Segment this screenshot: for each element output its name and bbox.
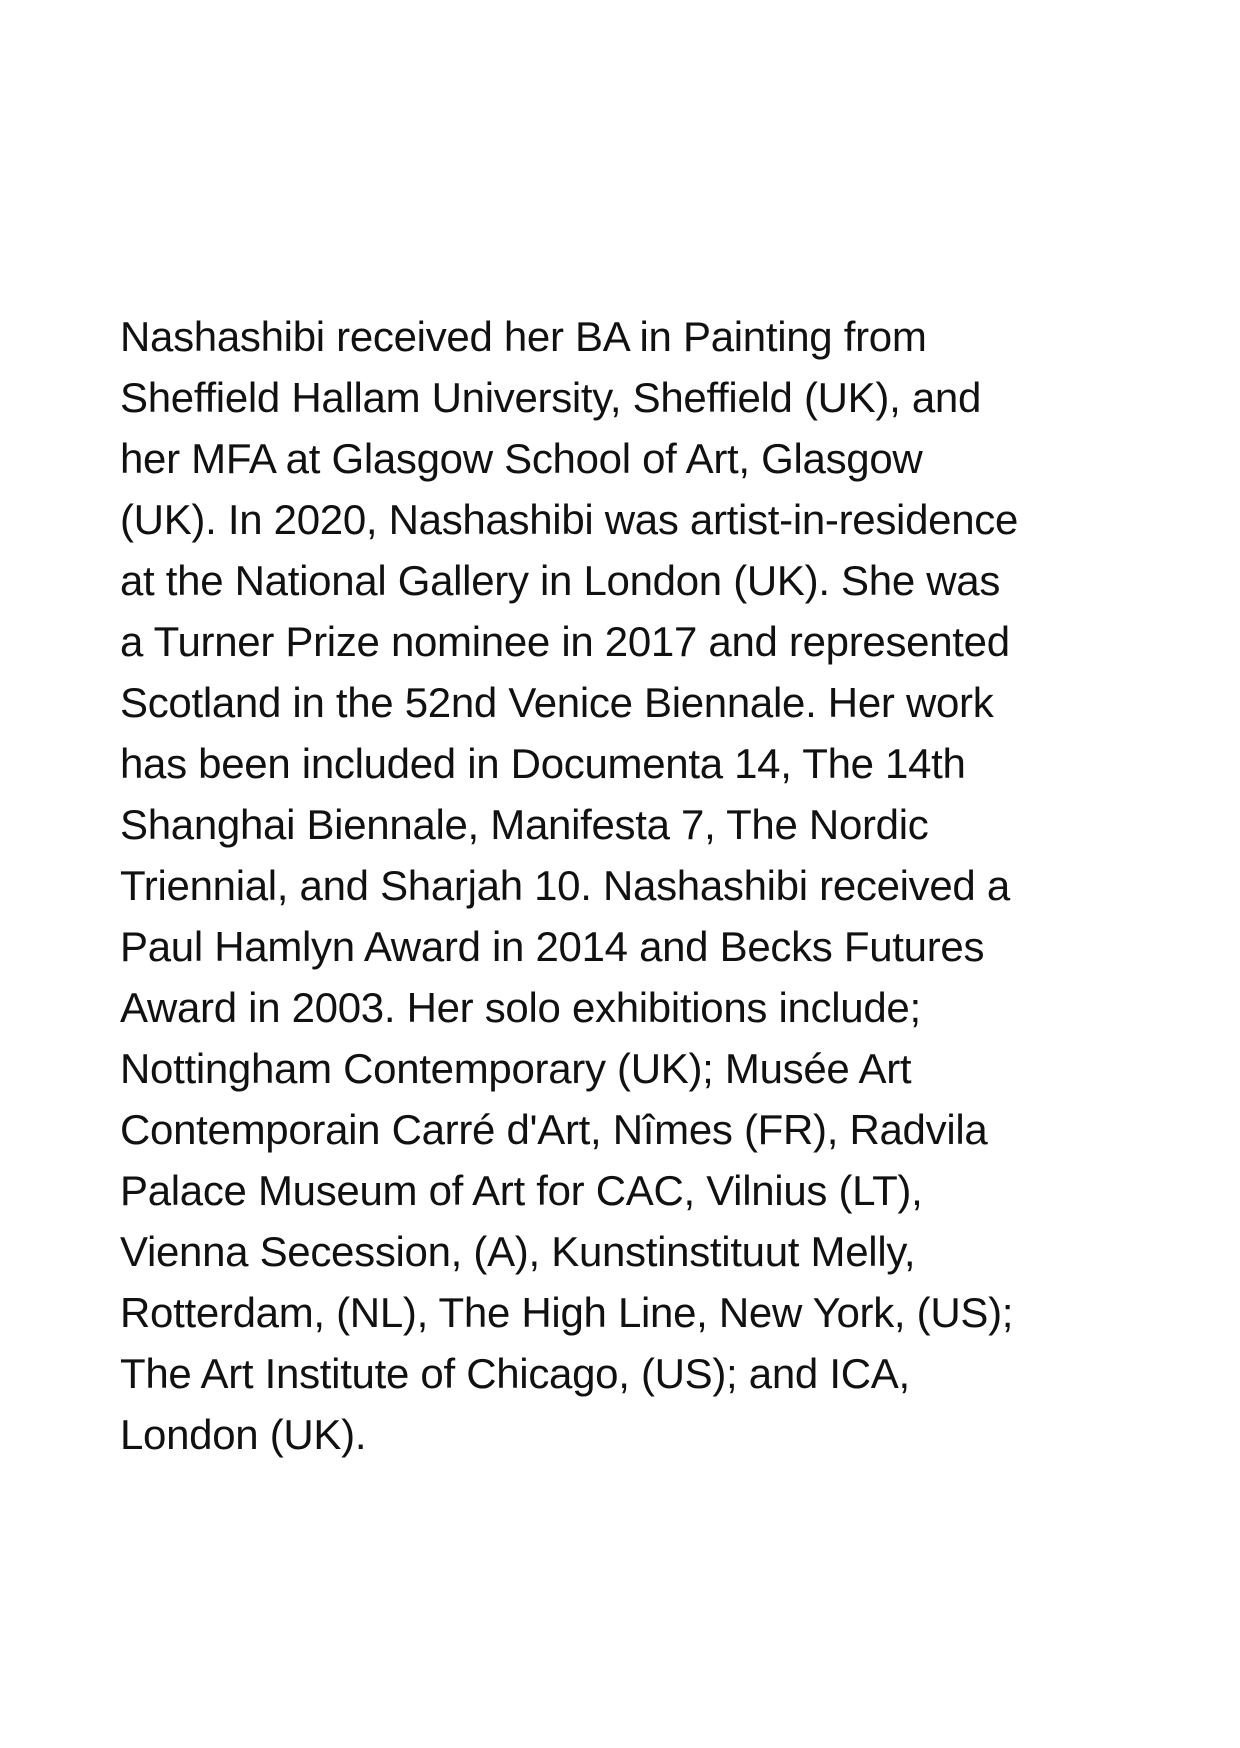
text-line: Nashashibi received her BA in Painting from [120,313,927,360]
biography-paragraph [120,306,1180,1465]
text-line: a Turner Prize nominee in 2017 and represented [120,618,1010,665]
text-line: Triennial, and Sharjah 10. Nashashibi received a [120,862,1010,909]
text-line: has been included in Documenta 14, The 14th [120,740,966,787]
text-line: London (UK). [120,1411,367,1458]
text-line: Nottingham Contemporary (UK); Musée Art [120,1045,912,1092]
text-line: Sheffield Hallam University, Sheffield (UK), and [120,374,981,421]
text-line: Contemporain Carré d'Art, Nîmes (FR), Radvila [120,1106,988,1153]
text-line: Paul Hamlyn Award in 2014 and Becks Futures [120,923,985,970]
text-line: Rotterdam, (NL), The High Line, New York, (US); [120,1289,1014,1336]
text-line: Shanghai Biennale, Manifesta 7, The Nordic [120,801,929,848]
text-line: Vienna Secession, (A), Kunstinstituut Melly, [120,1228,916,1275]
text-line: her MFA at Glasgow School of Art, Glasgow [120,435,923,482]
text-line: at the National Gallery in London (UK). She was [120,557,1001,604]
text-line: The Art Institute of Chicago, (US); and ICA, [120,1350,910,1397]
text-line: Scotland in the 52nd Venice Biennale. Her work [120,679,994,726]
text-line: Award in 2003. Her solo exhibitions include; [120,984,921,1031]
text-line: (UK). In 2020, Nashashibi was artist-in-residence [120,496,1019,543]
text-line: Palace Museum of Art for CAC, Vilnius (LT), [120,1167,923,1214]
